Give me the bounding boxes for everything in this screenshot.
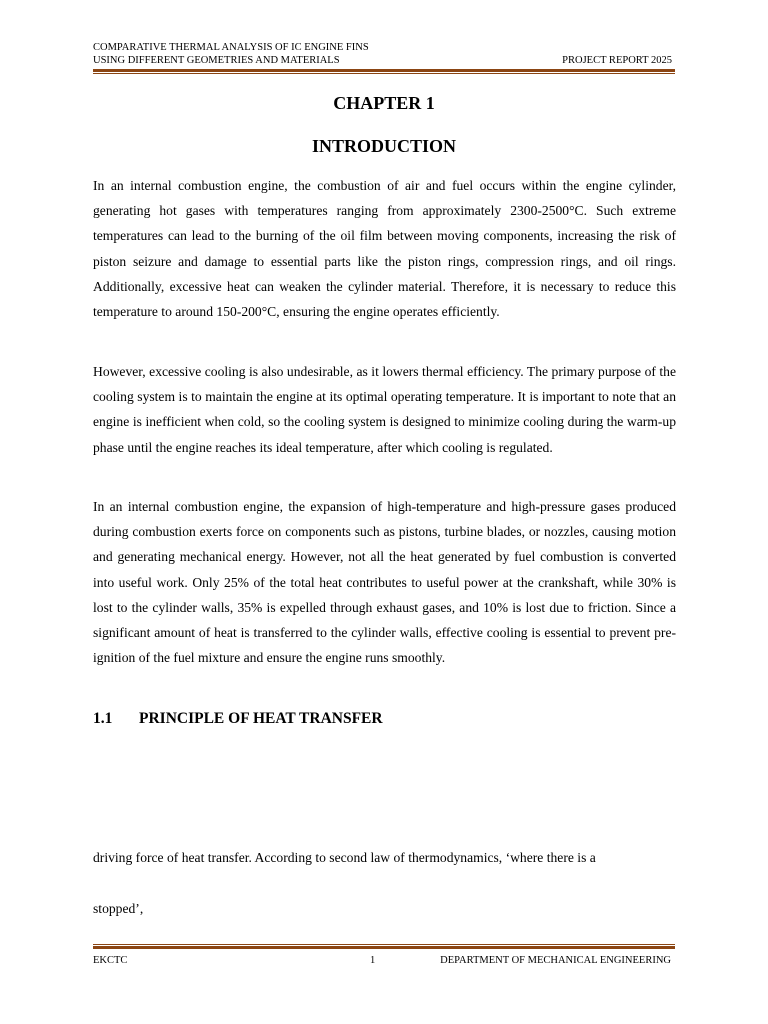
footer-institution: EKCTC — [93, 955, 128, 966]
section-heading — [93, 707, 383, 731]
footer-rule-thin — [93, 944, 675, 945]
paragraph-2: However, excessive cooling is also undesirable, as it lowers thermal efficiency. The primary purpose of the cooling system is to maintain the engine at its optimal operating temperature. It is important to note that an engine is inefficient when cold, so the cooling system is designed to minimize cooling during the warm-up phase until the engine reaches its ideal temperature, after which cooling is regulated. — [93, 364, 676, 455]
section-title: PRINCIPLE OF HEAT TRANSFER — [139, 710, 383, 727]
footer-rule — [93, 944, 675, 949]
header-title-line-1: COMPARATIVE THERMAL ANALYSIS OF IC ENGINE FINS — [93, 42, 369, 53]
running-header — [93, 41, 675, 67]
chapter-title: INTRODUCTION — [311, 136, 457, 156]
text-fragment-1: driving force of heat transfer. According to second law of thermodynamics, ‘where there is a — [93, 850, 596, 865]
chapter-label: CHAPTER 1 — [333, 93, 435, 113]
footer-rule-thick — [93, 946, 675, 949]
paragraph-1: In an internal combustion engine, the combustion of air and fuel occurs within the engine cylinder, generating hot gases with temperatures ranging from approximately 2300-2500°C. Such extreme temperatures can lead to the burning of the oil film between moving components, increasing the risk of piston seizure and damage to essential parts like the piston rings, compression rings, and oil rings. Additionally, excessive heat can weaken the cylinder material. Therefore, it is necessary to reduce this temperature to around 150-200°C, ensuring the engine operates efficiently. — [93, 178, 676, 320]
page-number: 1 — [370, 955, 376, 966]
section-number: 1.1 — [93, 710, 113, 727]
header-rule — [93, 69, 675, 74]
header-title-line-2: USING DIFFERENT GEOMETRIES AND MATERIALS — [93, 55, 340, 66]
header-rule-thick — [93, 69, 675, 72]
header-rule-thin — [93, 73, 675, 74]
footer-department: DEPARTMENT OF MECHANICAL ENGINEERING — [440, 955, 671, 966]
text-fragment-2: stopped’, — [93, 901, 144, 916]
paragraph-3: In an internal combustion engine, the expansion of high-temperature and high-pressure gases produced during combustion exerts force on components such as pistons, turbine blades, or nozzles, causing motion and generating mechanical energy. However, not all the heat generated by fuel combustion is converted into useful work. Only 25% of the total heat contributes to useful power at the crankshaft, while 30% is lost to the cylinder walls, 35% is expelled through exhaust gases, and 10% is lost due to friction. Since a significant amount of heat is transferred to the cylinder walls, effective cooling is essential to prevent pre-ignition of the fuel mixture and ensure the engine runs smoothly. — [93, 499, 676, 666]
header-report-label: PROJECT REPORT 2025 — [562, 55, 672, 66]
